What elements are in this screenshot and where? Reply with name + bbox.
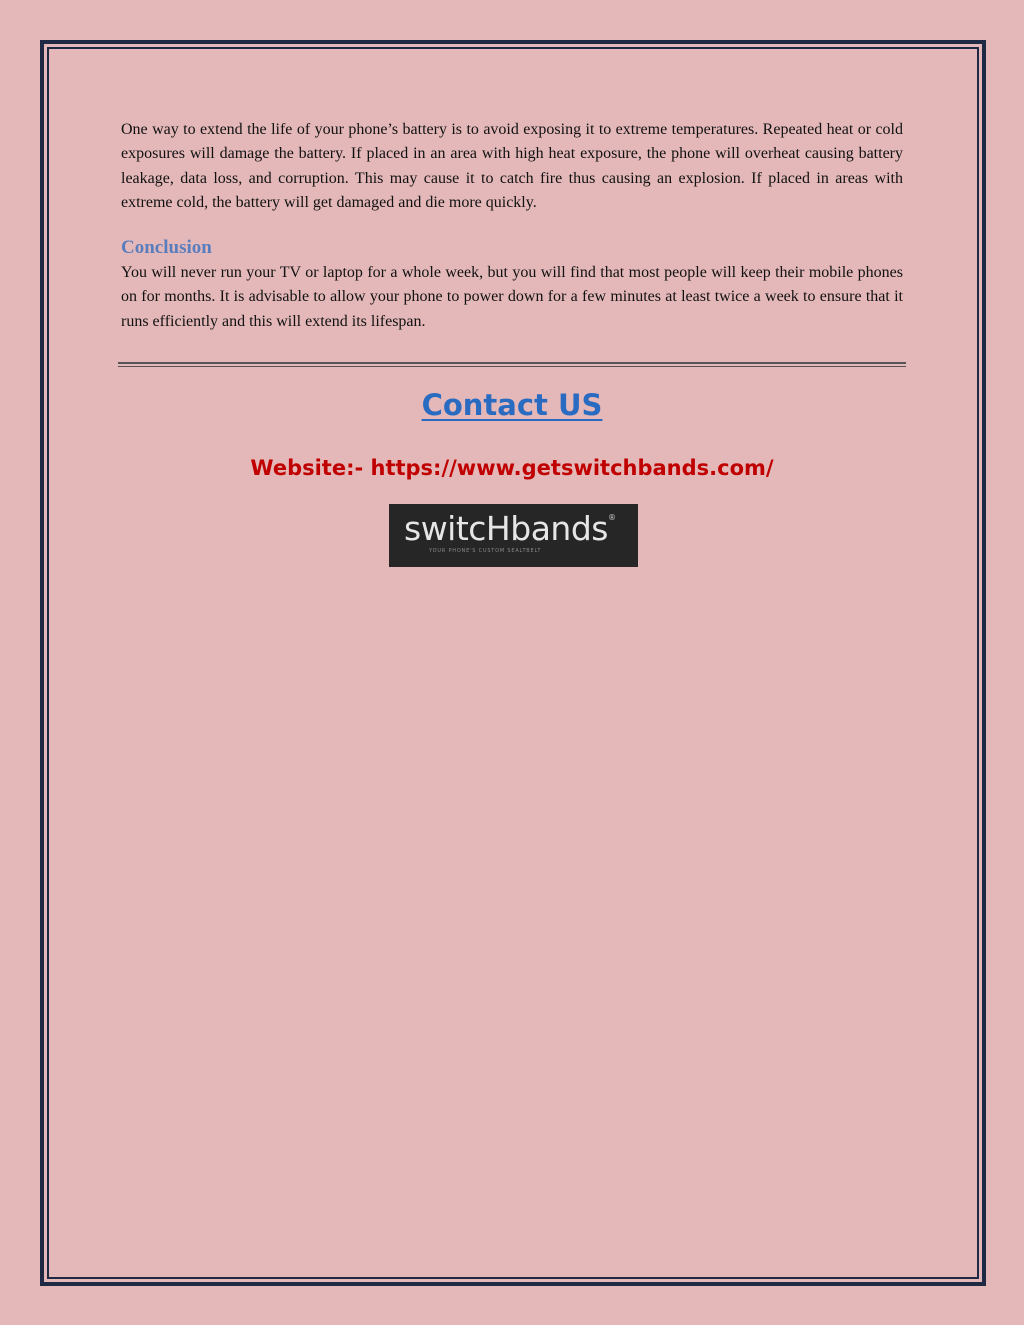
intro-paragraph: One way to extend the life of your phone’s battery is to avoid exposing it to extreme temperatures. Repeated heat or cold exposures will damage the battery. If placed in an area with high heat exposure, the phone will overheat causing battery leakage, data loss, and corruption. This may cause it to catch fire thus causing an explosion. If placed in areas with extreme cold, the battery will get damaged and die more quickly. [121,121,903,211]
logo-wordmark: switcHbands [404,509,608,548]
contact-us-link[interactable]: Contact US [421,388,603,422]
document-body [121,118,903,334]
logo-tagline: YOUR PHONE'S CUSTOM SEALTBELT [429,548,542,554]
switchbands-logo [389,504,638,567]
section-divider [118,362,906,367]
website-line[interactable]: Website:- https://www.getswitchbands.com/ [250,456,774,480]
conclusion-paragraph: You will never run your TV or laptop for a whole week, but you will find that most people will keep their mobile phones on for months. It is advisable to allow your phone to power down for a few minutes at least twice a week to ensure that it runs efficiently and this will extend its lifespan. [121,264,903,330]
contact-heading [0,383,1024,427]
conclusion-heading: Conclusion [121,237,212,259]
registered-mark: ® [608,513,616,522]
